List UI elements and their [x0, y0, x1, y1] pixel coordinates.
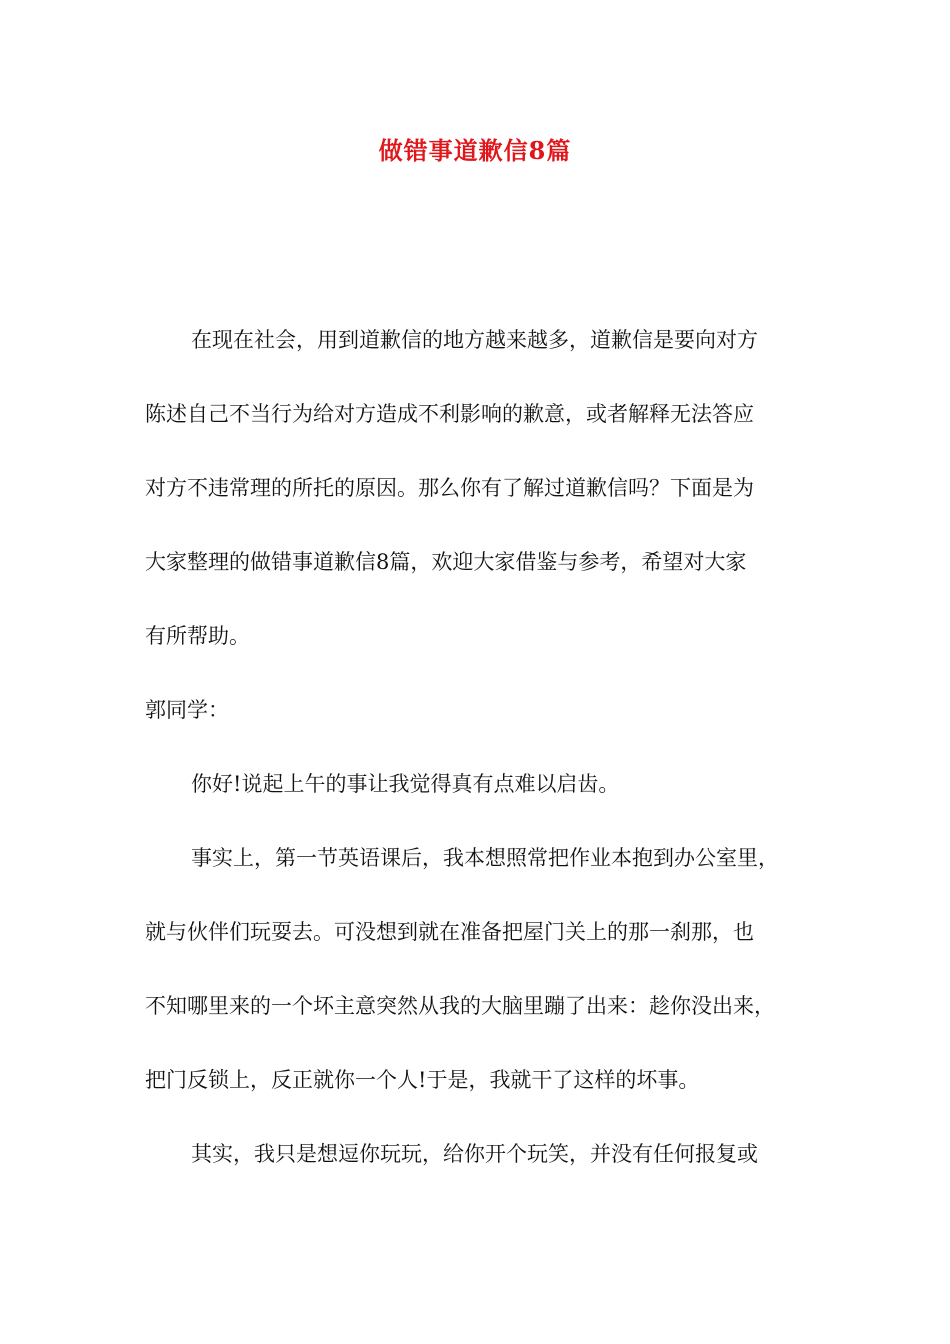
paragraph-line: 不知哪里来的一个坏主意突然从我的大脑里蹦了出来：趁你没出来，: [145, 994, 775, 1018]
paragraph-line: 陈述自己不当行为给对方造成不利影响的歉意，或者解释无法答应: [145, 402, 754, 426]
document-body: [145, 320, 815, 1208]
paragraph-line: 在现在社会，用到道歉信的地方越来越多，道歉信是要向对方: [191, 328, 758, 352]
paragraph-line: 其实，我只是想逗你玩玩，给你开个玩笑，并没有任何报复或: [191, 1142, 758, 1166]
paragraph-line: 对方不违常理的所托的原因。那么你有了解过道歉信吗？下面是为: [145, 476, 754, 500]
paragraph-line: 你好!说起上午的事让我觉得真有点难以启齿。: [191, 772, 620, 796]
document-title: 做错事道歉信8篇: [378, 136, 572, 165]
paragraph-line: 就与伙伴们玩耍去。可没想到就在准备把屋门关上的那一刹那，也: [145, 920, 754, 944]
paragraph-line: 大家整理的做错事道歉信8篇，欢迎大家借鉴与参考，希望对大家: [145, 550, 747, 574]
salutation-line: 郭同学：: [145, 698, 229, 722]
paragraph-line: 事实上，第一节英语课后，我本想照常把作业本抱到办公室里，: [191, 846, 779, 870]
paragraph-line: 有所帮助。: [145, 624, 250, 648]
paragraph-line: 把门反锁上，反正就你一个人!于是，我就干了这样的坏事。: [145, 1068, 700, 1092]
